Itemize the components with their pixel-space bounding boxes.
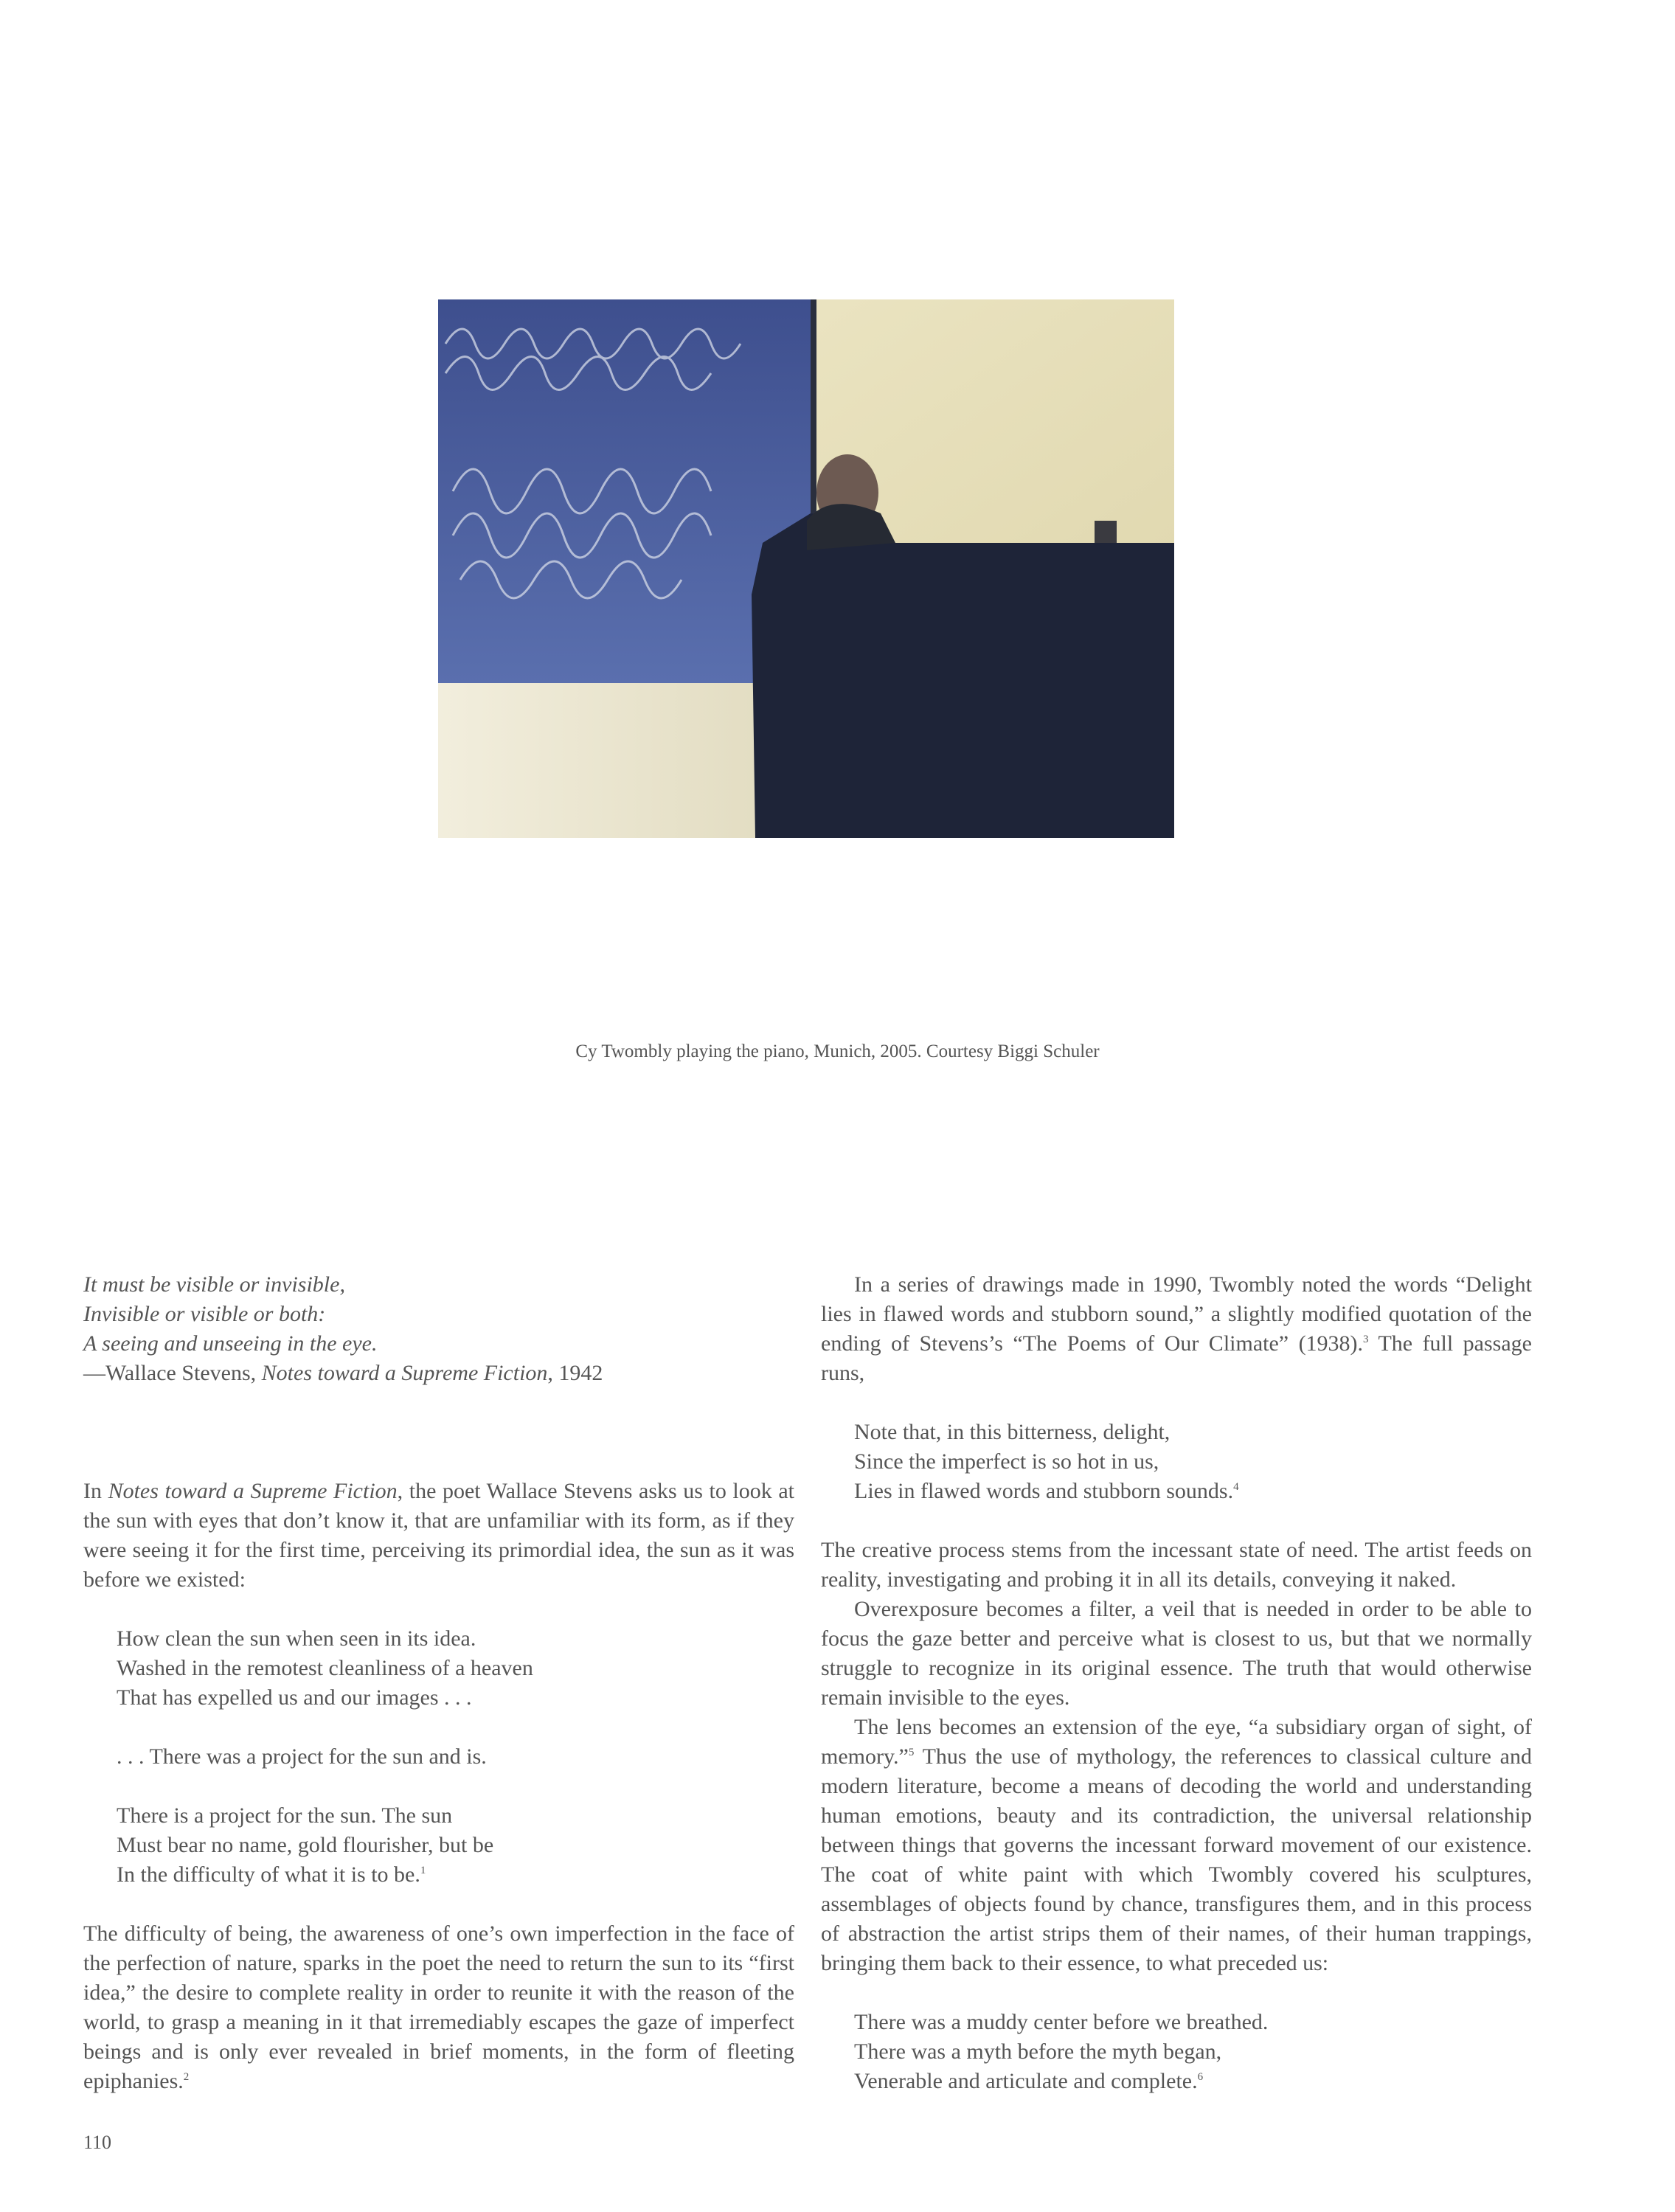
epigraph — [83, 1270, 794, 1388]
footnote-marker: 5 — [908, 1747, 915, 1758]
figure-caption: Cy Twombly playing the piano, Munich, 2005. Courtesy Biggi Schuler — [575, 1041, 1100, 1061]
photo-cy-twombly-piano — [438, 299, 1174, 838]
right-paragraph-4: The lens becomes an extension of the eye, “a subsidiary organ of sight, of memory.”$^5$ Thus the use of mythology, the references to classical culture and modern literature, become a means of decoding the world and understanding human emotions, beauty and its contradiction, the universal relationship between things that governs the incessant forward movement of our existence. The coat of white paint with which Twombly covered his sculptures, assemblages of objects found by chance, transfigures them, and in this process of abstraction the artist strips them of their names, of their human trappings, bringing them back to their essence, to what preceded us: — [821, 1715, 1532, 1975]
left-verse-3: There is a project for the sun. The sun Must bear no name, gold flourisher, but be In the difficulty of what it is to be.$^1$ — [117, 1803, 494, 1887]
epigraph-attribution: —Wallace Stevens, Notes toward a Supreme Fiction, 1942 — [83, 1361, 603, 1385]
right-paragraph-2: The creative process stems from the incessant state of need. The artist feeds on reality, investigating and probing it in all its details, conveying it naked. — [821, 1538, 1532, 1592]
left-paragraph-2: The difficulty of being, the awareness of one’s own imperfection in the face of the perfection of nature, sparks in the poet the need to return the sun to its “first idea,” the desire to complete reality in order to reunite it with the reason of the world, to grasp a meaning in it that irremediably escapes the gaze of imperfect beings and is only ever revealed in brief moments, in the form of fleeting epiphanies.$^2$ — [83, 1921, 794, 2093]
right-column — [821, 1270, 1532, 2096]
footnote-marker: 1 — [420, 1865, 426, 1876]
epigraph-line: It must be visible or invisible, — [83, 1272, 345, 1297]
left-column — [83, 1270, 794, 2096]
left-verse-2: . . . There was a project for the sun and is. — [117, 1744, 487, 1769]
right-paragraph-3: Overexposure becomes a filter, a veil that is needed in order to be able to focus the gaze better and perceive what is closest to us, but that we normally struggle to recognize in its original essence. The truth that would otherwise remain invisible to the eyes. — [821, 1597, 1532, 1710]
footnote-marker: 3 — [1363, 1334, 1369, 1345]
footnote-marker: 4 — [1233, 1481, 1239, 1493]
left-verse-1: How clean the sun when seen in its idea. Washed in the remotest cleanliness of a heaven That has expelled us and our images . . . — [117, 1626, 533, 1710]
epigraph-line: A seeing and unseeing in the eye. — [83, 1331, 378, 1356]
footnote-marker: 2 — [183, 2071, 190, 2083]
right-verse-2: There was a muddy center before we breathed. There was a myth before the myth began, Venerable and articulate and complete.$^6$ — [854, 2010, 1269, 2093]
right-paragraph-1: In a series of drawings made in 1990, Twombly noted the words “Delight lies in flawed words and stubborn sound,” a slightly modified quotation of the ending of Stevens’s “The Poems of Our Climate” (1938).$^3$ The full passage runs, — [821, 1272, 1532, 1385]
footnote-marker: 6 — [1197, 2071, 1204, 2083]
left-paragraph-1: In Notes toward a Supreme Fiction, the poet Wallace Stevens asks us to look at the sun with eyes that don’t know it, that are unfamiliar with its form, as if they were seeing it for the first time, perceiving its primordial idea, the sun as it was before we existed: — [83, 1479, 794, 1592]
epigraph-line: Invisible or visible or both: — [83, 1302, 326, 1326]
page-number: 110 — [83, 2132, 112, 2153]
right-verse-1: Note that, in this bitterness, delight, Since the imperfect is so hot in us, Lies in flawed words and stubborn sounds.$^4$ — [854, 1420, 1239, 1503]
